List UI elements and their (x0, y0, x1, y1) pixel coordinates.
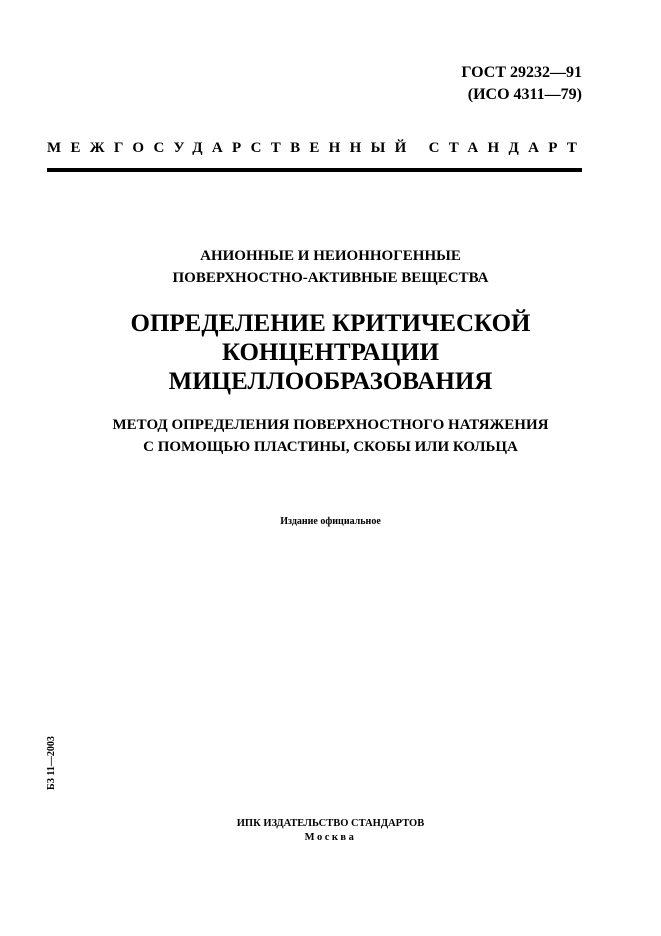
edition-label: Издание официальное (280, 516, 381, 527)
subject-line-2: ПОВЕРХНОСТНО-АКТИВНЫЕ ВЕЩЕСТВА (172, 270, 489, 286)
header-rule (47, 168, 582, 172)
publisher-city: Москва (304, 832, 357, 843)
title-line-3: МИЦЕЛЛООБРАЗОВАНИЯ (168, 368, 493, 395)
publisher-block (0, 817, 661, 845)
subject-block (0, 245, 661, 289)
title-line-2: КОНЦЕНТРАЦИИ (221, 339, 440, 366)
side-code: БЗ 11—2003 (46, 736, 57, 790)
method-line-1: МЕТОД ОПРЕДЕЛЕНИЯ ПОВЕРХНОСТНОГО НАТЯЖЕНИЯ (112, 417, 549, 433)
document-title (0, 309, 661, 396)
method-line-2: С ПОМОЩЬЮ ПЛАСТИНЫ, СКОБЫ ИЛИ КОЛЬЦА (143, 439, 518, 455)
standard-number-block (440, 62, 582, 106)
subject-line-1: АНИОННЫЕ И НЕИОННОГЕННЫЕ (200, 248, 461, 264)
iso-number: (ИСО 4311—79) (467, 86, 582, 103)
standard-type-heading: МЕЖГОСУДАРСТВЕННЫЙ СТАНДАРТ (47, 140, 587, 156)
gost-number: ГОСТ 29232—91 (461, 64, 582, 81)
method-block (0, 414, 661, 458)
publisher-name: ИПК ИЗДАТЕЛЬСТВО СТАНДАРТОВ (236, 818, 425, 829)
title-line-1: ОПРЕДЕЛЕНИЕ КРИТИЧЕСКОЙ (130, 310, 531, 337)
